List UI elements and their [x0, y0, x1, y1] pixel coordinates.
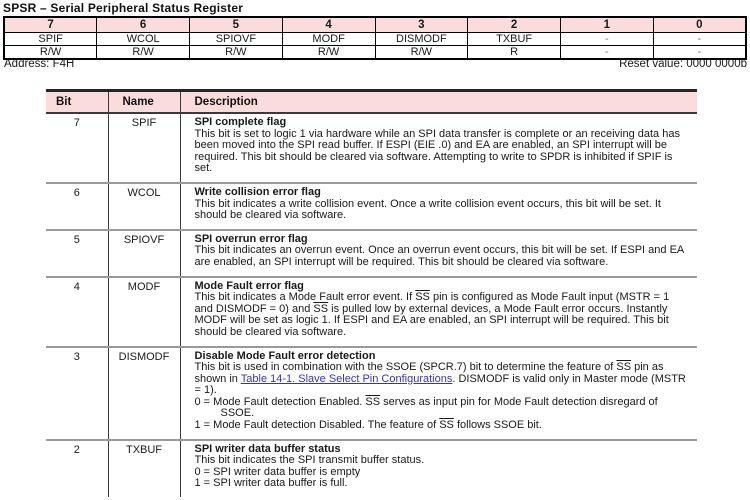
- register-bit-name-cell: -: [653, 33, 746, 46]
- register-bit-name-cell: WCOL: [97, 33, 190, 46]
- table-14-1-link[interactable]: Table 14-1. Slave Select Pin Configurations: [240, 372, 453, 385]
- bit-description-cell: [180, 440, 697, 497]
- register-access-cell: R/W: [97, 46, 190, 60]
- description-line: This bit indicates an overrun event. Once an overrun event occurs, this bit will be set. If ESPI and EA are enabled, an SPI interrupt will be required. This bit should be cleared via software.: [194, 244, 684, 268]
- register-access-cell: R/W: [282, 46, 375, 60]
- address-label: Address: F4H: [4, 58, 75, 70]
- bit-name-cell: SPIOVF: [108, 230, 180, 277]
- bit-number-cell: 7: [46, 113, 108, 183]
- register-bit-name-cell: SPIF: [4, 33, 97, 46]
- register-bit-name-cell: -: [561, 33, 654, 46]
- ss-bar-signal: $\overline{SS}$: [415, 291, 430, 304]
- register-table: [3, 16, 747, 60]
- ss-bar-signal: $\overline{SS}$: [616, 361, 632, 374]
- bit-description-title: SPI complete flag: [194, 116, 287, 128]
- bit-number-cell: 5: [46, 230, 108, 277]
- register-bit-number-cell: 0: [653, 17, 746, 33]
- description-line: This bit indicates a write collision event. Once a write collision event occurs, this bit will be set. It should be cleared via software.: [194, 197, 661, 222]
- bit-description-title: SPI overrun error flag: [194, 232, 308, 245]
- bit-table-header-name: Name: [108, 91, 180, 114]
- bit-description-cell: [180, 183, 697, 230]
- bit-description-cell: [180, 113, 697, 183]
- register-row-bit_names: [4, 33, 746, 46]
- register-access-cell: R/W: [4, 46, 97, 60]
- register-bit-name-cell: DISMODF: [375, 33, 468, 46]
- reset-value-label: Reset value: 0000 0000b: [619, 58, 747, 70]
- bit-row-3: [46, 347, 697, 440]
- bit-name-cell: WCOL: [108, 183, 180, 230]
- bit-number-cell: 3: [46, 347, 108, 440]
- description-line: 0 = Mode Fault detection Enabled. $\overline{SS}$ serves as input pin for Mode Fault detection disregard of SSOE.: [194, 395, 658, 420]
- bit-row-4: [46, 277, 697, 347]
- register-bit-name-cell: TXBUF: [468, 33, 561, 46]
- bit-description-title: Write collision error flag: [194, 185, 321, 198]
- bit-row-6: [46, 183, 697, 230]
- register-table-body: [4, 17, 746, 59]
- register-bit-number-cell: 3: [375, 17, 468, 33]
- bit-name-cell: DISMODF: [108, 347, 180, 440]
- register-bit-number-cell: 4: [282, 17, 375, 33]
- bit-name-cell: TXBUF: [108, 440, 180, 497]
- register-bit-number-cell: 5: [190, 17, 283, 33]
- page-title: SPSR – Serial Peripheral Status Register: [3, 1, 244, 15]
- bit-table-body: [46, 113, 697, 497]
- bit-table-header-description: Description: [180, 91, 697, 114]
- register-access-cell: R: [468, 46, 561, 60]
- bit-description-cell: [180, 347, 697, 440]
- ss-bar-signal: $\overline{SS}$: [313, 302, 329, 315]
- register-access-cell: R/W: [375, 46, 468, 60]
- ss-bar-signal: $\overline{SS}$: [365, 395, 381, 408]
- register-bit-number-cell: 1: [561, 17, 654, 33]
- bit-description-table: [46, 89, 697, 497]
- description-line: This bit is set to logic 1 via hardware while an SPI data transfer is complete or an receiving data has been moved into the SPI read buffer. If ESPI (EIE .0) and EA are enabled, an SPI interrupt will be required. This bit should be cleared via software. Attempting to write to SPDR is inhibited if SPIF is set.: [194, 127, 680, 175]
- bit-name-cell: SPIF: [108, 113, 180, 183]
- description-line: This bit indicates a Mode Fault error event. If $\overline{SS}$ pin is configured as Mode Fault input (MSTR = 1 and DISMODF = 0) and $\overline{SS}$ is pulled low by external devices, a Mode Fault error occurs. Instantly MODF will be set as logic 1. If ESPI and EA are enabled, an SPI interrupt will be required. This bit should be cleared via software.: [194, 291, 670, 338]
- bit-row-2: [46, 440, 697, 497]
- bit-table-head: [46, 91, 697, 114]
- register-bit-number-cell: 7: [4, 17, 97, 33]
- bit-name-cell: MODF: [108, 277, 180, 347]
- bit-number-cell: 4: [46, 277, 108, 347]
- register-bit-name-cell: MODF: [282, 33, 375, 46]
- register-access-cell: R/W: [190, 46, 283, 60]
- description-line: 1 = SPI writer data buffer is full.: [194, 477, 348, 490]
- ss-bar-signal: $\overline{SS}$: [439, 419, 454, 432]
- bit-number-cell: 2: [46, 440, 108, 497]
- register-row-access: [4, 46, 746, 60]
- bit-row-5: [46, 230, 697, 277]
- register-bit-name-cell: SPIOVF: [190, 33, 283, 46]
- bit-description-title: Mode Fault error flag: [194, 279, 304, 292]
- bit-table-header-row: [46, 91, 697, 114]
- bit-description-cell: [180, 230, 697, 277]
- bit-table-header-bit: Bit: [46, 91, 108, 114]
- bit-number-cell: 6: [46, 183, 108, 230]
- bit-row-7: [46, 113, 697, 183]
- register-access-cell: -: [653, 46, 746, 60]
- description-line: 1 = Mode Fault detection Disabled. The feature of $\overline{SS}$ follows SSOE bit.: [194, 419, 542, 432]
- register-bit-number-cell: 2: [468, 17, 561, 33]
- bit-description-title: SPI writer data buffer status: [194, 442, 341, 455]
- description-line: This bit is used in combination with the SSOE (SPCR.7) bit to determine the feature of $\overline{SS}$ pin as shown in Table 14-1. Slave Select Pin Configurations. DISMODF is valid only in Master mode (MSTR = 1).: [194, 361, 686, 397]
- description-line: 0 = SPI writer data buffer is empty: [194, 465, 361, 478]
- register-access-cell: -: [561, 46, 654, 60]
- bit-description-title: Disable Mode Fault error detection: [194, 349, 376, 362]
- description-line: This bit indicates the SPI transmit buffer status.: [194, 454, 425, 467]
- register-row-bit_numbers: [4, 17, 746, 33]
- bit-description-cell: [180, 277, 697, 347]
- address-line: [4, 58, 747, 70]
- register-bit-number-cell: 6: [97, 17, 190, 33]
